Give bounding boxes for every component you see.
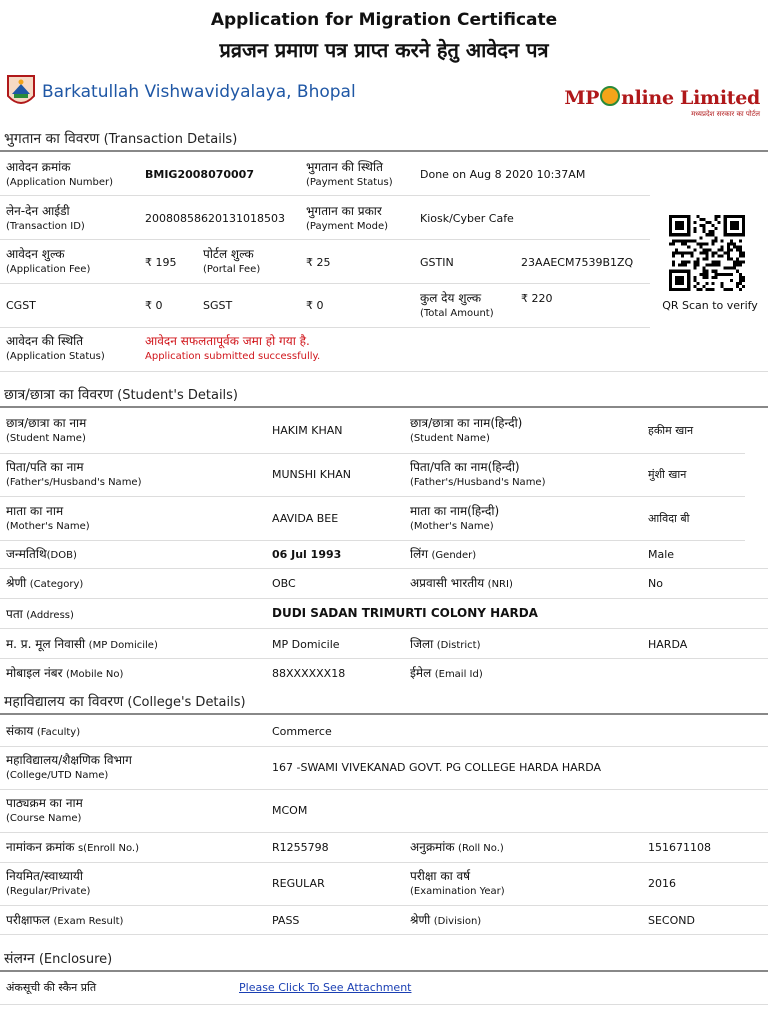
label-domicile: म. प्र. मूल निवासी (MP Domicile) [6, 637, 158, 651]
label-payment-status: भुगतान की स्थिति (Payment Status) [306, 160, 393, 188]
row-divider [0, 283, 650, 284]
section-title-transaction: भुगतान का विवरण (Transaction Details) [4, 131, 238, 147]
nri: No [648, 577, 663, 590]
label-gstin: GSTIN [420, 256, 454, 269]
label-roll: अनुक्रमांक (Roll No.) [410, 840, 504, 854]
cgst: ₹ 0 [145, 299, 163, 312]
father-name-hindi: मुंशी खान [648, 468, 687, 481]
attachment-link[interactable]: Please Click To See Attachment [239, 981, 412, 994]
label-portal-fee: पोर्टल शुल्क (Portal Fee) [203, 247, 261, 275]
section-title-college: महाविद्यालय का विवरण (College's Details) [4, 694, 246, 710]
label-faculty: संकाय (Faculty) [6, 724, 81, 738]
gstin: 23AAECM7539B1ZQ [521, 256, 634, 269]
page-title-en: Application for Migration Certificate [210, 10, 558, 30]
faculty: Commerce [272, 725, 332, 738]
row-divider [0, 371, 768, 372]
label-cgst: CGST [6, 299, 36, 312]
label-gender: लिंग (Gender) [410, 547, 477, 561]
mother-name: AAVIDA BEE [272, 512, 339, 525]
address: DUDI SADAN TRIMURTI COLONY HARDA [272, 606, 538, 620]
label-address: पता (Address) [6, 607, 74, 621]
roll-no: 151671108 [648, 841, 711, 854]
regular-private: REGULAR [272, 877, 325, 890]
sgst: ₹ 0 [306, 299, 324, 312]
transaction-id: 20080858620131018503 [145, 212, 285, 225]
label-enroll: नामांकन क्रमांक s(Enroll No.) [6, 840, 139, 854]
section-title-enclosure: संलग्न (Enclosure) [4, 951, 113, 967]
course: MCOM [272, 804, 308, 817]
label-district: जिला (District) [410, 637, 481, 651]
label-sgst: SGST [203, 299, 233, 312]
mp-logo-tagline: मध्यप्रदेश सरकार का पोर्टल [691, 110, 760, 118]
label-course: पाठ्यक्रम का नाम (Course Name) [6, 796, 83, 824]
qr-code-icon[interactable] [669, 215, 745, 291]
category: OBC [272, 577, 296, 590]
row-divider [0, 862, 768, 863]
university-logo-icon [6, 74, 36, 110]
label-application-status: आवेदन की स्थिति (Application Status) [6, 334, 105, 362]
gender: Male [648, 548, 675, 561]
portal-fee: ₹ 25 [306, 256, 331, 269]
university-name: Barkatullah Vishwavidyalaya, Bhopal [42, 82, 356, 102]
district: HARDA [648, 638, 688, 651]
application-status: आवेदन सफलतापूर्वक जमा हो गया है. Application submitted successfully. [145, 334, 321, 362]
label-father-name-hindi: पिता/पति का नाम(हिन्दी) (Father's/Husband's Name) [410, 460, 546, 488]
mp-logo-text-left: MP [564, 87, 600, 109]
label-student-name: छात्र/छात्रा का नाम (Student Name) [6, 416, 87, 444]
label-dob: जन्मतिथि(DOB) [6, 547, 77, 561]
row-divider [0, 327, 650, 328]
row-divider [0, 746, 768, 747]
mp-logo-text-right: nline Limited [621, 87, 760, 109]
label-application-number: आवेदन क्रमांक (Application Number) [6, 160, 114, 188]
payment-mode: Kiosk/Cyber Cafe [420, 212, 514, 225]
section-title-student: छात्र/छात्रा का विवरण (Student's Details) [4, 387, 239, 403]
row-divider [0, 628, 768, 629]
payment-status: Done on Aug 8 2020 10:37AM [420, 168, 586, 181]
label-nri: अप्रवासी भारतीय (NRI) [410, 576, 513, 590]
label-father-name: पिता/पति का नाम (Father's/Husband's Name) [6, 460, 142, 488]
section-divider [0, 150, 768, 152]
father-name: MUNSHI KHAN [272, 468, 352, 481]
label-mother-name-hindi: माता का नाम(हिन्दी) (Mother's Name) [410, 504, 500, 532]
label-regular-private: नियमित/स्वाध्यायी (Regular/Private) [6, 869, 91, 897]
mobile: 88XXXXXX18 [272, 667, 346, 680]
label-payment-mode: भुगतान का प्रकार (Payment Mode) [306, 204, 389, 232]
enroll-no: R1255798 [272, 841, 329, 854]
section-divider [0, 970, 768, 972]
label-marksheet-scan: अंकसूची की स्कैन प्रति [6, 981, 97, 994]
domicile: MP Domicile [272, 638, 340, 651]
row-divider [0, 789, 768, 790]
label-student-name-hindi: छात्र/छात्रा का नाम(हिन्दी) (Student Name) [410, 416, 523, 444]
label-category: श्रेणी (Category) [6, 576, 84, 590]
total-amount: ₹ 220 [521, 292, 553, 305]
label-exam-year: परीक्षा का वर्ष (Examination Year) [410, 869, 505, 897]
mponline-logo [564, 86, 760, 119]
label-transaction-id: लेन-देन आईडी (Transaction ID) [6, 204, 85, 232]
label-college: महाविद्यालय/शैक्षणिक विभाग (College/UTD Name) [6, 753, 132, 781]
application-number: BMIG2008070007 [145, 168, 254, 181]
student-name-hindi: हकीम खान [648, 424, 694, 437]
college-name: 167 -SWAMI VIVEKANAD GOVT. PG COLLEGE HARDA HARDA [272, 761, 602, 774]
label-exam-result: परीक्षाफल (Exam Result) [6, 913, 124, 927]
page-title-hi: प्रव्रजन प्रमाण पत्र प्राप्त करने हेतु आवेदन पत्र [219, 38, 549, 62]
row-divider [0, 496, 745, 497]
row-divider [0, 540, 745, 541]
division: SECOND [648, 914, 695, 927]
row-divider [0, 905, 768, 906]
section-divider [0, 713, 768, 715]
mp-logo-circle-icon [600, 86, 620, 106]
row-divider [0, 453, 745, 454]
label-mother-name: माता का नाम (Mother's Name) [6, 504, 90, 532]
row-divider [0, 658, 768, 659]
label-email: ईमेल (Email Id) [410, 666, 483, 680]
dob: 06 Jul 1993 [272, 548, 342, 561]
row-divider [0, 1004, 768, 1005]
qr-caption: QR Scan to verify [662, 299, 758, 312]
row-divider [0, 239, 650, 240]
row-divider [0, 832, 768, 833]
row-divider [0, 934, 768, 935]
exam-year: 2016 [648, 877, 676, 890]
row-divider [0, 195, 650, 196]
student-name: HAKIM KHAN [272, 424, 343, 437]
section-divider [0, 406, 768, 408]
label-total-amount: कुल देय शुल्क (Total Amount) [420, 291, 494, 319]
label-mobile: मोबाइल नंबर (Mobile No) [6, 666, 124, 680]
university-header [6, 74, 356, 110]
label-division: श्रेणी (Division) [410, 913, 482, 927]
exam-result: PASS [272, 914, 300, 927]
application-fee: ₹ 195 [145, 256, 177, 269]
row-divider [0, 598, 768, 599]
mother-name-hindi: आविदा बी [648, 512, 690, 525]
row-divider [0, 568, 768, 569]
label-application-fee: आवेदन शुल्क (Application Fee) [6, 247, 91, 275]
